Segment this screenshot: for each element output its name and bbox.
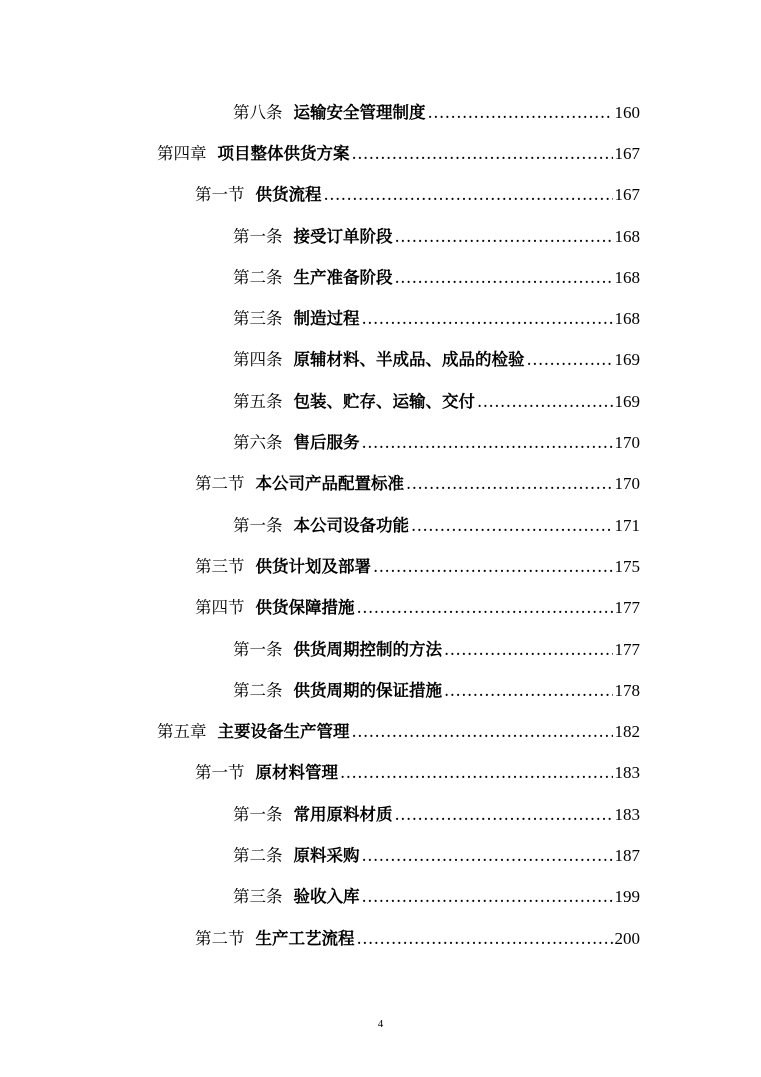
toc-entry[interactable] xyxy=(0,877,761,918)
toc-entry-content xyxy=(195,557,640,577)
toc-entry[interactable] xyxy=(0,546,761,587)
toc-entry-content xyxy=(195,185,640,205)
dot-leader xyxy=(395,805,613,825)
toc-entry[interactable] xyxy=(0,918,761,959)
toc-entry-page: 199 xyxy=(614,887,640,907)
toc-entry-page: 183 xyxy=(614,804,640,824)
dot-leader xyxy=(406,474,613,494)
dot-leader xyxy=(444,640,613,660)
toc-entry-content xyxy=(233,681,640,701)
toc-entry[interactable] xyxy=(0,340,761,381)
toc-entry-page: 160 xyxy=(614,102,640,122)
dot-leader xyxy=(357,929,613,949)
toc-entry-title: 供货计划及部署 xyxy=(255,556,371,576)
toc-entry-title: 运输安全管理制度 xyxy=(293,102,426,122)
toc-entry-title: 供货流程 xyxy=(255,185,322,205)
toc-entry-number: 第五章 xyxy=(157,722,207,742)
toc-entry-number: 第二条 xyxy=(233,267,283,287)
toc-entry-number: 第二条 xyxy=(233,845,283,865)
dot-leader xyxy=(373,557,613,577)
toc-entry-number: 第二节 xyxy=(195,928,245,948)
toc-entry-number: 第一条 xyxy=(233,639,283,659)
toc-entry-content xyxy=(233,887,640,907)
toc-entry-title: 供货保障措施 xyxy=(255,598,355,618)
dot-leader xyxy=(340,763,613,783)
dot-leader xyxy=(411,516,613,536)
dot-leader xyxy=(324,185,613,205)
toc-entry-number: 第二条 xyxy=(233,680,283,700)
toc-entry-content xyxy=(195,929,640,949)
toc-entry-number: 第二节 xyxy=(195,474,245,494)
toc-entry-page: 177 xyxy=(614,598,640,618)
page-number: 4 xyxy=(377,1018,384,1030)
toc-entry-title: 接受订单阶段 xyxy=(293,226,393,246)
toc-entry-page: 170 xyxy=(614,474,640,494)
toc-entry[interactable] xyxy=(0,422,761,463)
toc-entry[interactable] xyxy=(0,670,761,711)
toc-entry-content xyxy=(233,309,640,329)
toc-entry-content xyxy=(233,433,640,453)
dot-leader xyxy=(357,598,613,618)
dot-leader xyxy=(395,227,613,247)
toc-entry-title: 验收入库 xyxy=(293,887,360,907)
toc-entry-page: 200 xyxy=(614,928,640,948)
toc-entry-page: 175 xyxy=(614,556,640,576)
toc-entry-page: 168 xyxy=(614,226,640,246)
toc-entry-page: 178 xyxy=(614,680,640,700)
toc-entry-page: 177 xyxy=(614,639,640,659)
toc-entry-page: 183 xyxy=(614,763,640,783)
toc-entry-page: 168 xyxy=(614,309,640,329)
dot-leader xyxy=(362,887,613,907)
toc-entry-number: 第三条 xyxy=(233,309,283,329)
toc-entry-number: 第八条 xyxy=(233,102,283,122)
toc-entry-content xyxy=(233,350,640,370)
toc-entry[interactable] xyxy=(0,794,761,835)
dot-leader xyxy=(395,268,613,288)
toc-entry-page: 167 xyxy=(614,185,640,205)
toc-entry-title: 供货周期的保证措施 xyxy=(293,680,442,700)
toc-entry-page: 187 xyxy=(614,845,640,865)
toc-entry-content xyxy=(233,640,640,660)
toc-entry-content xyxy=(233,805,640,825)
toc-entry-title: 原料采购 xyxy=(293,845,360,865)
toc-entry-page: 169 xyxy=(614,391,640,411)
toc-entry-number: 第四条 xyxy=(233,350,283,370)
dot-leader xyxy=(477,392,613,412)
toc-entry-title: 原辅材料、半成品、成品的检验 xyxy=(293,350,525,370)
toc-entry[interactable] xyxy=(0,629,761,670)
toc-entry[interactable] xyxy=(0,505,761,546)
dot-leader xyxy=(352,144,613,164)
toc-entry-page: 171 xyxy=(614,515,640,535)
toc-entry[interactable] xyxy=(0,298,761,339)
dot-leader xyxy=(444,681,613,701)
toc-entry[interactable] xyxy=(0,835,761,876)
toc-entry-number: 第五条 xyxy=(233,391,283,411)
toc-entry[interactable] xyxy=(0,92,761,133)
toc-entry-title: 生产准备阶段 xyxy=(293,267,393,287)
toc-entry-content xyxy=(195,474,640,494)
toc-entry-content xyxy=(233,103,640,123)
toc-entry-content xyxy=(195,598,640,618)
toc-entry[interactable] xyxy=(0,257,761,298)
toc-entry-title: 制造过程 xyxy=(293,309,360,329)
toc-entry-page: 168 xyxy=(614,267,640,287)
toc-entry-content xyxy=(157,144,640,164)
toc-entry-number: 第一条 xyxy=(233,226,283,246)
dot-leader xyxy=(362,846,613,866)
toc-entry-title: 本公司设备功能 xyxy=(293,515,409,535)
table-of-contents xyxy=(0,92,761,959)
toc-entry[interactable] xyxy=(0,588,761,629)
toc-entry-number: 第四章 xyxy=(157,143,207,163)
toc-entry-number: 第四节 xyxy=(195,598,245,618)
toc-entry-number: 第三节 xyxy=(195,556,245,576)
toc-entry-title: 供货周期控制的方法 xyxy=(293,639,442,659)
toc-entry-title: 原材料管理 xyxy=(255,763,338,783)
toc-entry[interactable] xyxy=(0,464,761,505)
toc-entry-number: 第三条 xyxy=(233,887,283,907)
toc-entry-content xyxy=(157,722,640,742)
dot-leader xyxy=(352,722,613,742)
toc-entry-content xyxy=(233,516,640,536)
toc-entry-title: 生产工艺流程 xyxy=(255,928,355,948)
toc-entry[interactable] xyxy=(0,753,761,794)
toc-entry-number: 第六条 xyxy=(233,433,283,453)
toc-entry-title: 常用原料材质 xyxy=(293,804,393,824)
toc-entry-number: 第一条 xyxy=(233,515,283,535)
toc-entry-page: 182 xyxy=(614,722,640,742)
toc-entry-number: 第一条 xyxy=(233,804,283,824)
toc-entry-content xyxy=(233,392,640,412)
toc-entry-title: 包装、贮存、运输、交付 xyxy=(293,391,475,411)
toc-entry-number: 第一节 xyxy=(195,185,245,205)
toc-entry[interactable] xyxy=(0,216,761,257)
toc-entry-content xyxy=(233,846,640,866)
toc-entry-number: 第一节 xyxy=(195,763,245,783)
dot-leader xyxy=(527,350,613,370)
dot-leader xyxy=(362,309,613,329)
dot-leader xyxy=(428,103,613,123)
toc-entry-page: 169 xyxy=(614,350,640,370)
toc-entry-title: 售后服务 xyxy=(293,433,360,453)
toc-entry-content xyxy=(233,227,640,247)
toc-entry[interactable] xyxy=(0,175,761,216)
toc-entry-content xyxy=(233,268,640,288)
toc-entry[interactable] xyxy=(0,381,761,422)
toc-entry-content xyxy=(195,763,640,783)
toc-entry-page: 170 xyxy=(614,433,640,453)
toc-entry-title: 主要设备生产管理 xyxy=(217,722,350,742)
dot-leader xyxy=(362,433,613,453)
toc-entry[interactable] xyxy=(0,133,761,174)
toc-entry-page: 167 xyxy=(614,143,640,163)
toc-entry-title: 本公司产品配置标准 xyxy=(255,474,404,494)
toc-entry[interactable] xyxy=(0,711,761,752)
toc-entry-title: 项目整体供货方案 xyxy=(217,143,350,163)
